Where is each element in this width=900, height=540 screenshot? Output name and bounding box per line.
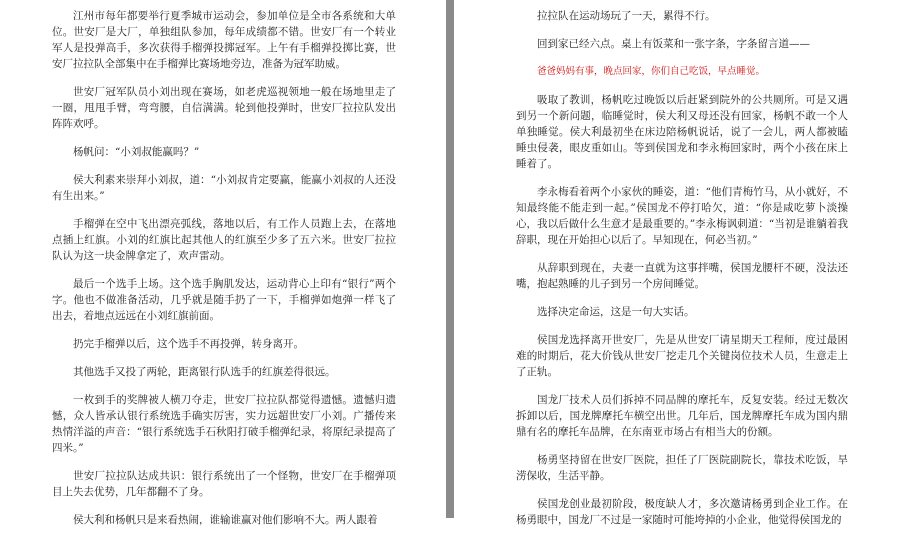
right-paragraph: 拉拉队在运动场玩了一天，累得不行。	[537, 10, 716, 22]
right-paragraph: 侯国龙选择离开世安厂，先是从世安厂请星期天工程师，度过最困难的时期后，花大价钱从世安厂挖走几个关键岗位技术人员，生意走上了正轨。	[516, 334, 848, 378]
right-paragraph: 杨勇坚持留在世安厂医院，担任了厂医院副院长，靠技术吃饭，旱涝保收，生活平静。	[516, 454, 848, 482]
left-paragraph: 杨帆问：“小刘叔能赢吗？”	[73, 146, 200, 158]
right-paragraph: 国龙厂技术人员们拆掉不同品牌的摩托车，反复安装。经过无数次拆卸以后，国龙牌摩托车横空出世。几年后，国龙牌摩托车成为国内鼎鼎有名的摩托车品牌，在东南亚市场占有相当大的份额。	[516, 394, 848, 438]
left-paragraph: 扔完手榴弹以后，这个选手不再投弹，转身离开。	[73, 338, 304, 350]
left-paragraph: 世安厂拉拉队达成共识：银行系统出了一个怪物，世安厂在手榴弹项目上失去优势，几年都翻不了身。	[52, 470, 396, 498]
left-paragraph: 侯大利素来崇拜小刘叔，道：“小刘叔肯定要赢，能赢小刘叔的人还没有生出来。”	[52, 174, 396, 202]
right-page	[454, 0, 900, 526]
page-divider	[446, 0, 454, 518]
note-message: 爸爸妈妈有事，晚点回家，你们自己吃饭，早点睡觉。	[537, 66, 766, 77]
left-paragraph: 江州市每年都要举行夏季城市运动会，参加单位是全市各系统和大单位。世安厂是大厂，单独组队参加，每年成绩都不错。世安厂有一个转业军人是投弹高手，多次获得手榴弹投掷冠军。上午有手榴弹投掷比赛，世安厂拉拉队全部集中在手榴弹比赛场地旁边，准备为冠军助威。	[52, 10, 396, 70]
right-paragraph: 回到家已经六点。桌上有饭菜和一张字条，字条留言道——	[537, 38, 810, 50]
right-text-column	[516, 8, 848, 540]
left-paragraph: 世安厂冠军队员小刘出现在赛场，如老虎巡视领地一般在场地里走了一圈，甩甩手臂，弯弯腰，自信满满。轮到他投弹时，世安厂拉拉队发出阵阵欢呼。	[52, 86, 396, 130]
right-paragraph: 李永梅看着两个小家伙的睡姿，道：“他们青梅竹马，从小就好，不知最终能不能走到一起。”侯国龙不停打哈欠，道：“你是咸吃萝卜淡操心，我以后做什么生意才是最重要的。”李永梅讽刺道：“当初是谁躺着我辞职，现在开始担心以后了。早知现在，何必当初。”	[516, 186, 848, 246]
left-paragraph: 侯大利和杨帆只是来看热闹，谁输谁赢对他们影响不大。两人跟着	[73, 514, 378, 526]
left-text-column	[52, 8, 396, 540]
right-paragraph: 侯国龙创业最初阶段，极度缺人才，多次邀请杨勇到企业工作。在杨勇眼中，国龙厂不过是一家随时可能垮掉的小企业，他觉得侯国龙的	[516, 498, 848, 526]
right-paragraph: 选择决定命运，这是一句大实话。	[537, 306, 695, 318]
right-paragraph: 吸取了教训，杨帆吃过晚饭以后赶紧到院外的公共厕所。可是又遇到另一个新问题，临睡觉时，侯大利又母还没有回家，杨帆不敢一个人单独睡觉。侯大利最初坐在床边陪杨帆说话，说了一会儿，两人都被瞌睡虫侵袭，眼皮重如山。等到侯国龙和李永梅回家时，两个小孩在床上睡着了。	[516, 94, 848, 170]
left-paragraph: 手榴弹在空中飞出漂亮弧线，落地以后，有工作人员跑上去，在落地点插上红旗。小刘的红旗比起其他人的红旗至少多了五六米。世安厂拉拉队认为这一块金牌拿定了，欢声雷动。	[52, 218, 396, 262]
left-paragraph: 最后一个选手上场。这个选手胸肌发达，运动背心上印有“银行”两个字。他也不做准备活动，几乎就是随手扔了一下，手榴弹如炮弹一样飞了出去，着地点远远在小刘红旗前面。	[52, 278, 396, 322]
left-paragraph: 其他选手又投了两轮，距离银行队选手的红旗差得很远。	[73, 366, 336, 378]
right-paragraph: 从辞职到现在，夫妻一直就为这事拌嘴，侯国龙腰杆不硬，没法还嘴，抱起熟睡的儿子到另一个房间睡觉。	[516, 262, 848, 290]
left-paragraph: 一枚到手的奖牌被人横刀夺走，世安厂拉拉队都觉得遗憾。遗憾归遗憾，众人皆承认银行系统选手确实厉害，实力远超世安厂小刘。广播传来热情洋溢的声音：“银行系统选手石秋阳打破手榴弹纪录，将原纪录提高了四米。”	[52, 394, 396, 454]
left-page	[0, 0, 446, 526]
